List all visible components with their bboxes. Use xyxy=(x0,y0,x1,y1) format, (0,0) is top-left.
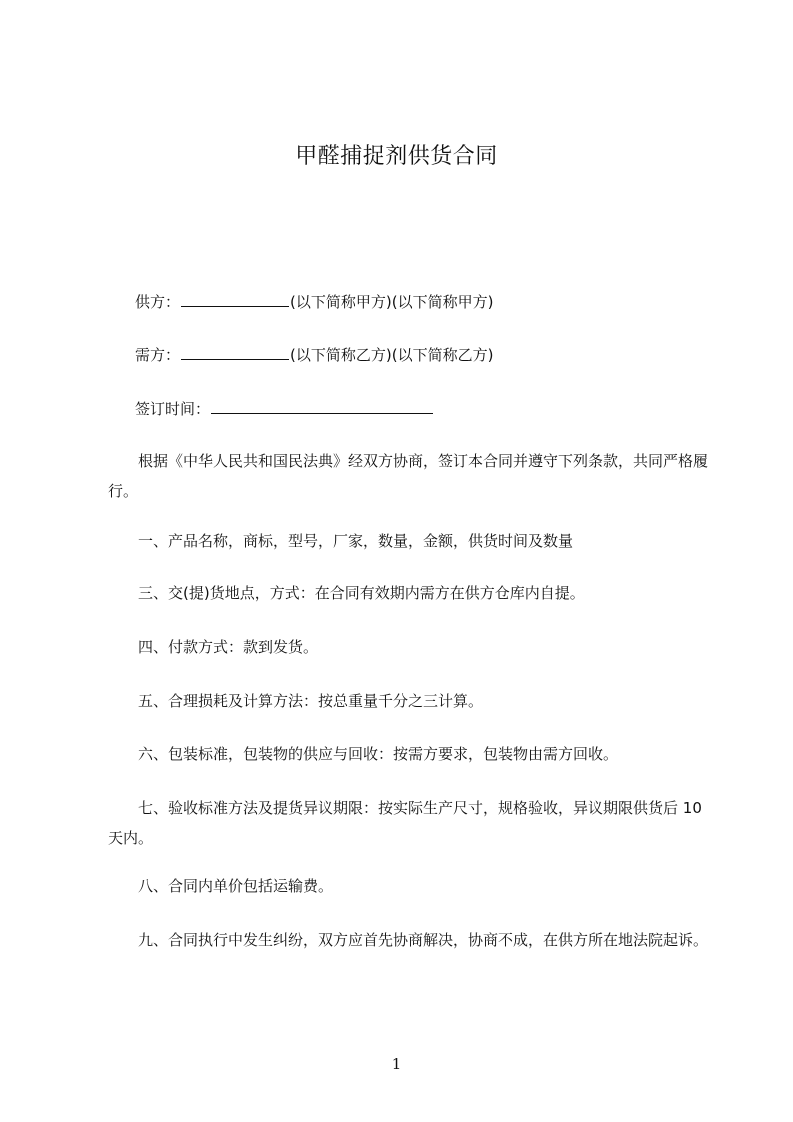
supplier-label: 供方： xyxy=(135,293,181,311)
intro-paragraph: 根据《中华人民共和国民法典》经双方协商，签订本合同并遵守下列条款，共同严格履行。 xyxy=(108,452,709,500)
clause-1: 一、产品名称，商标，型号，厂家，数量，金额，供货时间及数量 xyxy=(138,532,574,550)
page-number: 1 xyxy=(391,1055,402,1073)
buyer-line xyxy=(135,344,493,365)
supplier-blank xyxy=(181,291,289,307)
clause-7: 七、验收标准方法及提货异议期限：按实际生产尺寸，规格验收，异议期限供货后 10 天内。 xyxy=(108,799,702,847)
clause-8: 八、合同内单价包括运输费。 xyxy=(138,877,334,895)
sign-time-label: 签订时间： xyxy=(135,400,211,418)
clause-9: 九、合同执行中发生纠纷，双方应首先协商解决，协商不成，在供方所在地法院起诉。 xyxy=(138,931,709,949)
buyer-label: 需方： xyxy=(135,346,181,364)
supplier-suffix: (以下简称甲方)(以下简称甲方) xyxy=(290,293,494,311)
sign-time-line xyxy=(135,398,434,419)
clause-6: 六、包装标准，包装物的供应与回收：按需方要求，包装物由需方回收。 xyxy=(138,745,619,763)
clause-3: 三、交(提)货地点，方式：在合同有效期内需方在供方仓库内自提。 xyxy=(138,584,585,602)
document-title: 甲醛捕捉剂供货合同 xyxy=(295,144,498,169)
clause-4: 四、付款方式：款到发货。 xyxy=(138,638,319,656)
supplier-line xyxy=(135,291,493,312)
clause-5: 五、合理损耗及计算方法：按总重量千分之三计算。 xyxy=(138,692,484,710)
buyer-blank xyxy=(181,344,289,360)
buyer-suffix: (以下简称乙方)(以下简称乙方) xyxy=(290,346,494,364)
sign-time-blank xyxy=(211,398,433,414)
